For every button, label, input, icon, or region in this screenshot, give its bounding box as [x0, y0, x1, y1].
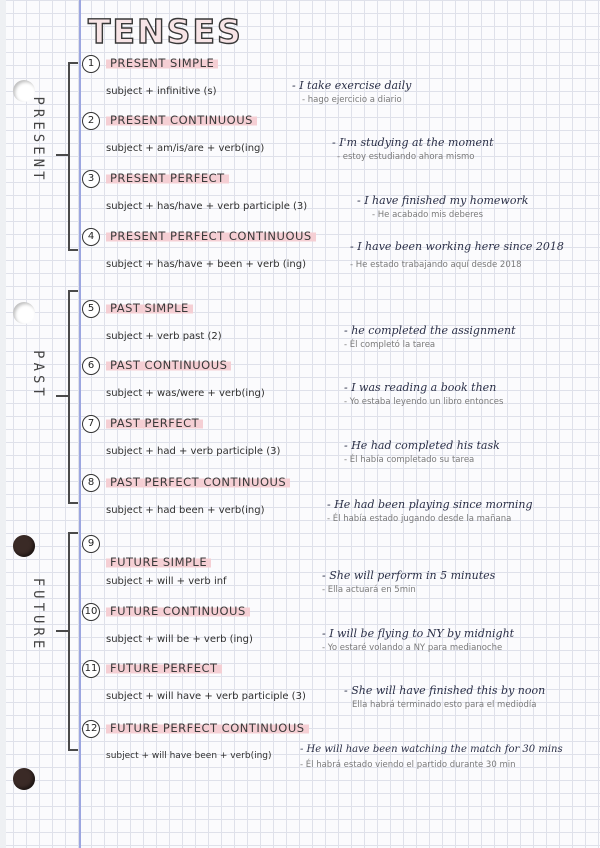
- tense-formula: subject + was/were + verb(ing): [106, 388, 265, 399]
- tense-past-continuous: [82, 357, 597, 417]
- tense-formula: subject + has/have + verb participle (3): [106, 201, 308, 212]
- tense-past-perfect-continuous: [82, 474, 597, 534]
- group-label-past: PAST: [30, 350, 46, 400]
- example-english: - He had completed his task: [344, 439, 500, 452]
- tense-number: 6: [82, 357, 100, 375]
- tense-past-simple: [82, 300, 597, 360]
- example-english: - I was reading a book then: [344, 381, 497, 394]
- tense-name: PRESENT SIMPLE: [106, 56, 218, 70]
- tense-present-perfect-continuous: [82, 228, 597, 288]
- binder-hole: [13, 768, 35, 790]
- example-spanish: - He estado trabajando aquí desde 2018: [350, 260, 522, 270]
- tense-present-perfect: [82, 170, 597, 230]
- example-english: - he completed the assignment: [344, 324, 516, 337]
- tense-name: FUTURE SIMPLE: [106, 555, 211, 569]
- tense-name: PAST CONTINUOUS: [106, 358, 231, 372]
- example-spanish: - hago ejercicio a diario: [302, 95, 402, 105]
- binder-hole: [13, 302, 35, 324]
- tense-name: PRESENT CONTINUOUS: [106, 113, 257, 127]
- tense-future-perfect-continuous: [82, 720, 597, 780]
- example-spanish: - He acabado mis deberes: [372, 210, 484, 220]
- bracket-notch: [56, 395, 69, 397]
- tense-number: 7: [82, 415, 100, 433]
- tense-number: 4: [82, 228, 100, 246]
- tense-formula: subject + will have been + verb(ing): [106, 751, 272, 761]
- example-english: - She will have finished this by noon: [344, 684, 546, 697]
- example-english: - I will be flying to NY by midnight: [322, 627, 515, 640]
- tense-number: 10: [82, 603, 100, 621]
- tense-future-perfect: [82, 660, 597, 720]
- example-english: - I have been working here since 2018: [350, 240, 564, 253]
- example-english: - I have finished my homework: [357, 194, 529, 207]
- margin-line: [79, 0, 81, 848]
- page-title: TENSES: [88, 12, 243, 51]
- tense-formula: subject + will + verb inf: [106, 576, 227, 587]
- example-spanish: - Él había completado su tarea: [344, 455, 475, 465]
- tense-number: 11: [82, 660, 100, 678]
- bracket-notch: [56, 154, 69, 156]
- tense-number: 3: [82, 170, 100, 188]
- example-spanish: - estoy estudiando ahora mismo: [337, 152, 475, 162]
- page-edge: [0, 0, 6, 848]
- group-label-present: PRESENT: [30, 96, 46, 184]
- tense-formula: subject + had been + verb(ing): [106, 505, 265, 516]
- tense-number: 2: [82, 112, 100, 130]
- example-spanish: Ella habrá terminado esto para el mediodía: [352, 700, 537, 710]
- tense-formula: subject + verb past (2): [106, 331, 222, 342]
- example-spanish: - Él habrá estado viendo el partido durante 30 min: [300, 760, 516, 770]
- tense-name: FUTURE PERFECT CONTINUOUS: [106, 721, 309, 735]
- tense-present-continuous: [82, 112, 597, 172]
- example-spanish: - Yo estaba leyendo un libro entonces: [344, 397, 504, 407]
- example-spanish: - Yo estaré volando a NY para medianoche: [322, 643, 503, 653]
- bracket-future: [68, 532, 78, 751]
- bracket-past: [68, 290, 78, 504]
- example-english: - She will perform in 5 minutes: [322, 569, 496, 582]
- tense-formula: subject + will be + verb (ing): [106, 634, 253, 645]
- tense-formula: subject + will have + verb participle (3): [106, 691, 306, 702]
- example-spanish: - Él había estado jugando desde la mañana: [327, 514, 512, 524]
- tense-number: 12: [82, 720, 100, 738]
- tense-name: PAST PERFECT CONTINUOUS: [106, 475, 290, 489]
- bracket-present: [68, 62, 78, 251]
- example-english: - I take exercise daily: [292, 79, 412, 92]
- tense-name: PAST PERFECT: [106, 416, 203, 430]
- example-english: - He had been playing since morning: [327, 498, 533, 511]
- example-spanish: - Él completó la tarea: [344, 340, 436, 350]
- tense-future-simple: [82, 538, 597, 605]
- tense-name: PAST SIMPLE: [106, 301, 193, 315]
- tense-formula: subject + has/have + been + verb (ing): [106, 259, 306, 270]
- tense-formula: subject + infinitive (s): [106, 86, 217, 97]
- tense-number: 5: [82, 300, 100, 318]
- tense-present-simple: [82, 55, 597, 115]
- tense-name: PRESENT PERFECT CONTINUOUS: [106, 229, 316, 243]
- tense-future-continuous: [82, 603, 597, 663]
- tense-formula: subject + am/is/are + verb(ing): [106, 143, 265, 154]
- example-english: - I'm studying at the moment: [332, 136, 494, 149]
- group-label-future: FUTURE: [30, 577, 46, 653]
- bracket-notch: [56, 630, 69, 632]
- binder-hole: [13, 535, 35, 557]
- example-spanish: - Ella actuará en 5min: [322, 585, 416, 595]
- tense-name: PRESENT PERFECT: [106, 171, 229, 185]
- tense-formula: subject + had + verb participle (3): [106, 446, 281, 457]
- tense-past-perfect: [82, 415, 597, 475]
- tense-name: FUTURE CONTINUOUS: [106, 604, 250, 618]
- example-english: - He will have been watching the match for 30 mins: [300, 744, 563, 755]
- tense-number: 1: [82, 55, 100, 73]
- tense-name: FUTURE PERFECT: [106, 661, 222, 675]
- tense-number: 8: [82, 474, 100, 492]
- tense-number: 9: [82, 535, 100, 553]
